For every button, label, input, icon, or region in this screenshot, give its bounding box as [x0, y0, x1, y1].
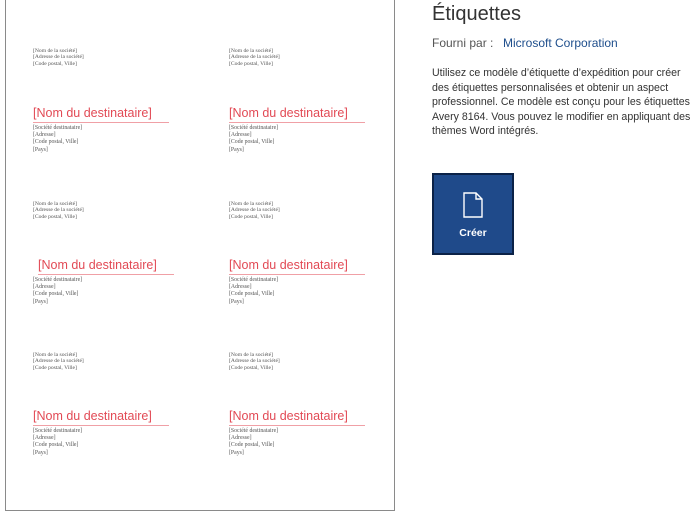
recipient-name: [Nom du destinataire]: [229, 409, 365, 426]
recipient-city: [Code postal, Ville]: [229, 291, 275, 298]
recipient-address: [Adresse]: [33, 284, 56, 291]
recipient-block: [229, 258, 369, 306]
recipient-city: [Code postal, Ville]: [33, 442, 79, 449]
recipient-city: [Code postal, Ville]: [33, 291, 79, 298]
recipient-city: [Code postal, Ville]: [33, 139, 79, 146]
sender-block: [229, 201, 369, 220]
recipient-name: [Nom du destinataire]: [38, 258, 174, 275]
recipient-company: [Société destinataire]: [33, 277, 83, 283]
sender-block: [33, 201, 173, 220]
sender-block: [33, 352, 173, 371]
create-label: Créer: [459, 227, 487, 239]
recipient-country: [Pays]: [33, 146, 48, 153]
sender-company: [Nom de la société]: [33, 48, 77, 54]
recipient-block: [33, 258, 178, 306]
recipient-address: [Adresse]: [229, 284, 252, 291]
sender-company: [Nom de la société]: [229, 48, 273, 54]
sender-company: [Nom de la société]: [229, 352, 273, 358]
recipient-country: [Pays]: [229, 146, 244, 153]
recipient-name: [Nom du destinataire]: [33, 106, 169, 123]
recipient-name: [Nom du destinataire]: [229, 106, 365, 123]
sender-city: [Code postal, Ville]: [229, 60, 273, 67]
recipient-address: [Adresse]: [229, 132, 252, 139]
recipient-address: [Adresse]: [229, 435, 252, 442]
recipient-company: [Société destinataire]: [229, 277, 279, 283]
recipient-address: [Adresse]: [33, 435, 56, 442]
template-description: Utilisez ce modèle d’étiquette d’expédition pour créer des étiquettes personnalisées et obtenir un aspect professionnel. Ce modèle est conçu pour les étiquettes Avery 8164. Vous pouvez le modifier en appliquant des thèmes Word intégrés.: [432, 67, 691, 138]
sender-city: [Code postal, Ville]: [33, 364, 77, 371]
recipient-company: [Société destinataire]: [33, 428, 83, 434]
recipient-country: [Pays]: [229, 298, 244, 305]
recipient-name: [Nom du destinataire]: [33, 409, 169, 426]
create-button[interactable]: [432, 173, 514, 255]
provider-link[interactable]: Microsoft Corporation: [503, 36, 618, 50]
sender-company: [Nom de la société]: [33, 201, 77, 207]
sender-block: [33, 48, 173, 67]
sender-company: [Nom de la société]: [229, 201, 273, 207]
sender-address: [Adresse de la société]: [229, 54, 280, 61]
sender-address: [Adresse de la société]: [33, 54, 84, 61]
sender-address: [Adresse de la société]: [229, 358, 280, 365]
recipient-company: [Société destinataire]: [229, 428, 279, 434]
sender-city: [Code postal, Ville]: [229, 213, 273, 220]
provided-by-label: Fourni par :: [432, 36, 494, 50]
sender-city: [Code postal, Ville]: [33, 60, 77, 67]
recipient-company: [Société destinataire]: [33, 125, 83, 131]
recipient-country: [Pays]: [229, 449, 244, 456]
recipient-block: [33, 106, 173, 154]
recipient-company: [Société destinataire]: [229, 125, 279, 131]
recipient-country: [Pays]: [33, 298, 48, 305]
sender-block: [229, 352, 369, 371]
recipient-block: [229, 106, 369, 154]
recipient-city: [Code postal, Ville]: [229, 139, 275, 146]
sender-city: [Code postal, Ville]: [33, 213, 77, 220]
recipient-block: [229, 409, 369, 457]
sender-address: [Adresse de la société]: [229, 207, 280, 214]
template-title: Étiquettes: [432, 3, 521, 25]
sender-block: [229, 48, 369, 67]
sender-company: [Nom de la société]: [33, 352, 77, 358]
sender-address: [Adresse de la société]: [33, 207, 84, 214]
sender-address: [Adresse de la société]: [33, 358, 84, 365]
sender-city: [Code postal, Ville]: [229, 364, 273, 371]
recipient-block: [33, 409, 173, 457]
recipient-address: [Adresse]: [33, 132, 56, 139]
document-icon: [462, 192, 484, 218]
recipient-country: [Pays]: [33, 449, 48, 456]
recipient-city: [Code postal, Ville]: [229, 442, 275, 449]
template-preview: [5, 0, 395, 511]
recipient-name: [Nom du destinataire]: [229, 258, 365, 275]
